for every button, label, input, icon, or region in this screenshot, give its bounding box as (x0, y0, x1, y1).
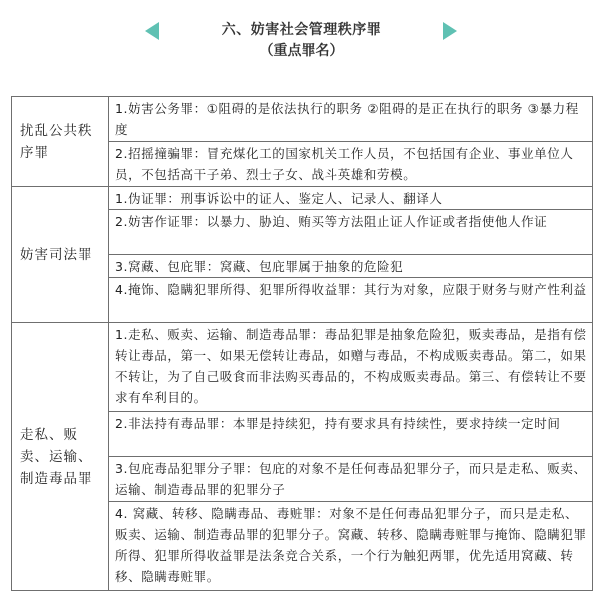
item-cell: 3.窝藏、包庇罪：窝藏、包庇罪属于抽象的危险犯 (109, 255, 593, 278)
category-cell (12, 323, 109, 591)
section-title: 六、妨害社会管理秩序罪 (221, 22, 382, 38)
category-label: 妨害司法罪 (20, 247, 93, 263)
table-row (12, 97, 593, 142)
item-cell: 4. 窝藏、转移、隐瞒毒品、毒赃罪：对象不是任何毒品犯罪分子，而只是走私、贩卖、运输、制造毒品罪的犯罪分子。窝藏、转移、隐瞒毒赃罪与掩饰、隐瞒犯罪所得、犯罪所得收益罪是法条竞合关系，一个行为触犯两罪，优先适用窝藏、转移、隐瞒毒赃罪。 (109, 502, 593, 591)
category-label: 扰乱公共秩序罪 (20, 123, 93, 161)
table-row (12, 323, 593, 412)
item-cell: 1.妨害公务罪：①阻碍的是依法执行的职务 ②阻碍的是正在执行的职务 ③暴力程度 (109, 97, 593, 142)
item-cell: 2.妨害作证罪：以暴力、胁迫、贿买等方法阻止证人作证或者指使他人作证 (109, 210, 593, 255)
category-label: 走私、贩卖、运输、制造毒品罪 (20, 427, 93, 487)
item-cell: 3.包庇毒品犯罪分子罪：包庇的对象不是任何毒品犯罪分子，而只是走私、贩卖、运输、制造毒品罪的犯罪分子 (109, 457, 593, 502)
category-cell (12, 187, 109, 323)
item-cell: 1.伪证罪：刑事诉讼中的证人、鉴定人、记录人、翻译人 (109, 187, 593, 210)
item-cell: 2.招摇撞骗罪：冒充煤化工的国家机关工作人员，不包括国有企业、事业单位人员，不包括高干子弟、烈士子女、战斗英雄和劳模。 (109, 142, 593, 187)
item-cell: 4.掩饰、隐瞒犯罪所得、犯罪所得收益罪：其行为对象，应限于财务与财产性利益 (109, 278, 593, 323)
section-subtitle: （重点罪名） (259, 43, 344, 59)
item-cell: 1.走私、贩卖、运输、制造毒品罪：毒品犯罪是抽象危险犯，贩卖毒品，是指有偿转让毒品，第一、如果无偿转让毒品，如赠与毒品，不构成贩卖毒品。第二，如果不转让，为了自己吸食而非法购买毒品的，不构成贩卖毒品。第三、有偿转让不要求有牟利目的。 (109, 323, 593, 412)
crime-table (11, 96, 593, 591)
section-header (0, 12, 603, 62)
item-cell: 2.非法持有毒品罪：本罪是持续犯，持有要求具有持续性，要求持续一定时间 (109, 412, 593, 457)
arrow-right-icon (443, 22, 457, 40)
table-row (12, 187, 593, 210)
category-cell (12, 97, 109, 187)
